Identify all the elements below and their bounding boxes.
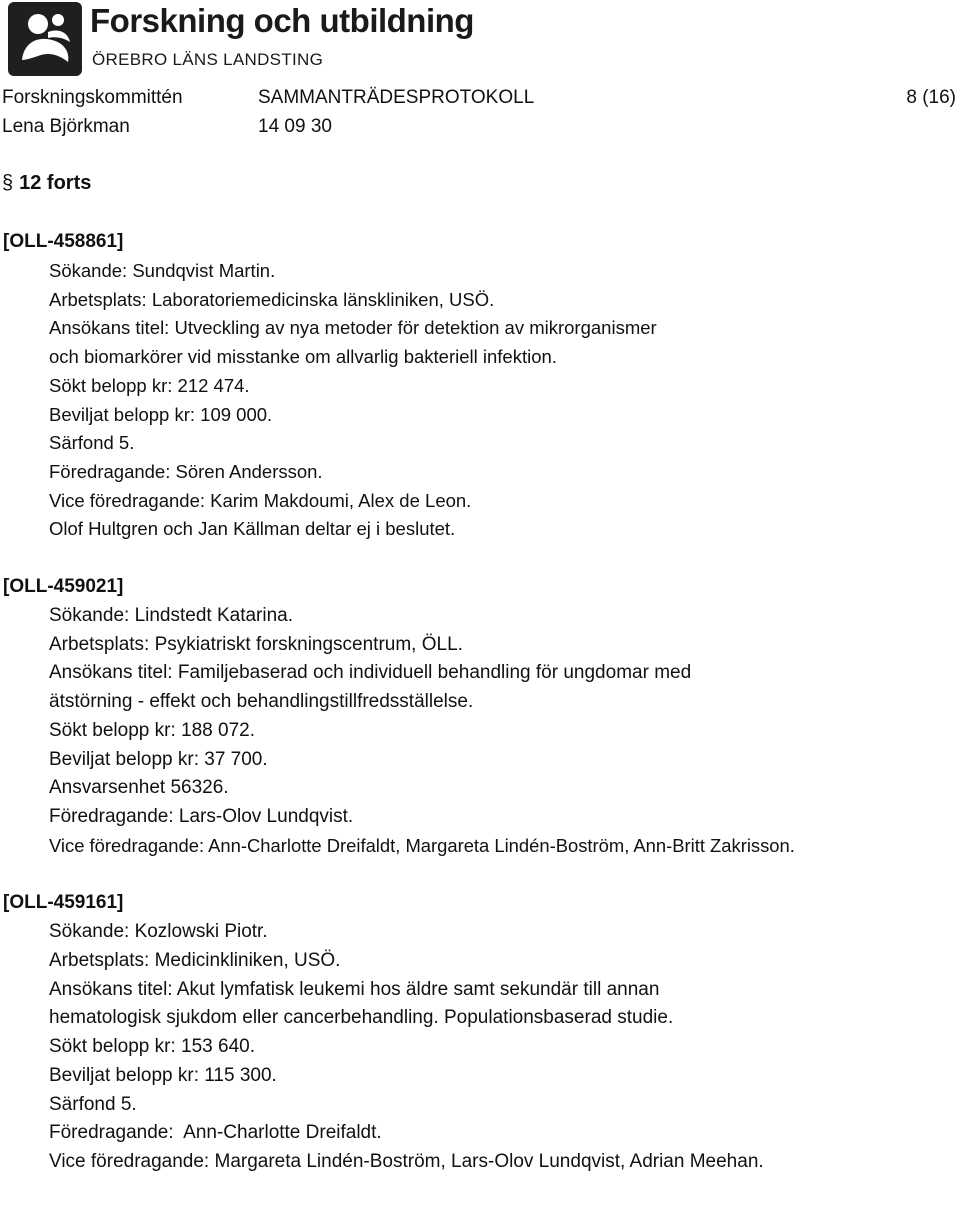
section-label: 12 forts [19,172,92,194]
fund: Särfond 5. [49,1093,137,1115]
application-title: Ansökans titel: Akut lymfatisk leukemi hos äldre samt sekundär till annan [49,978,660,1000]
applicant: Sökande: Sundqvist Martin. [49,260,276,281]
application-title: Ansökans titel: Utveckling av nya metoder för detektion av mikrorganismer [49,317,657,339]
application-entry [0,228,960,544]
rapporteur: Föredragande: Ann-Charlotte Dreifaldt. [49,1122,382,1144]
author-name: Lena Björkman [2,116,130,137]
workplace: Arbetsplats: Medicinkliniken, USÖ. [49,950,341,972]
applicant: Sökande: Lindstedt Katarina. [49,605,294,627]
requested-amount: Sökt belopp kr: 153 640. [49,1036,255,1058]
committee-name: Forskningskommittén [2,87,183,108]
application-title-cont: och biomarkörer vid misstanke om allvarlig bakteriell infektion. [49,346,557,368]
application-title: Ansökans titel: Familjebaserad och individuell behandling för ungdomar med [49,662,692,684]
meeting-date: 14 09 30 [258,116,332,137]
application-id: [OLL-459161] [3,892,124,914]
rapporteur: Föredragande: Sören Andersson. [49,460,323,482]
rapporteur: Föredragande: Lars-Olov Lundqvist. [49,805,354,827]
workplace: Arbetsplats: Psykiatriskt forskningscentrum, ÖLL. [49,633,463,655]
fund: Särfond 5. [49,432,135,454]
vice-rapporteur: Vice föredragande: Ann-Charlotte Dreifaldt, Margareta Lindén-Boström, Ann-Britt Zakrisson. [49,834,795,856]
org-title: Forskning och utbildning [90,2,474,39]
granted-amount: Beviljat belopp kr: 37 700. [49,748,268,770]
workplace: Arbetsplats: Laboratoriemedicinska länskliniken, USÖ. [49,288,495,310]
page-number: 8 (16) [906,87,956,108]
vice-rapporteur: Vice föredragande: Karim Makdoumi, Alex de Leon. [49,489,472,511]
application-list [0,228,960,1206]
recusal-note: Olof Hultgren och Jan Källman deltar ej i beslutet. [49,518,456,540]
applicant: Sökande: Kozlowski Piotr. [49,921,268,943]
requested-amount: Sökt belopp kr: 188 072. [49,719,255,741]
application-title-cont: ätstörning - effekt och behandlingstillfredsställelse. [49,691,474,713]
application-entry [0,573,960,860]
application-title-cont: hematologisk sjukdom eller cancerbehandling. Populationsbaserad studie. [49,1007,674,1029]
paragraph-symbol: § [2,172,14,194]
responsibility-unit: Ansvarsenhet 56326. [49,777,229,799]
application-id: [OLL-458861] [3,231,124,252]
protocol-title: SAMMANTRÄDESPROTOKOLL [258,87,535,108]
granted-amount: Beviljat belopp kr: 115 300. [49,1064,277,1086]
section-heading [2,172,91,195]
vice-rapporteur: Vice föredragande: Margareta Lindén-Boström, Lars-Olov Lundqvist, Adrian Meehan. [49,1150,764,1172]
org-subtitle: ÖREBRO LÄNS LANDSTING [92,50,324,69]
application-entry [0,889,960,1176]
requested-amount: Sökt belopp kr: 212 474. [49,374,250,396]
granted-amount: Beviljat belopp kr: 109 000. [49,403,273,425]
application-id: [OLL-459021] [3,576,124,598]
organization-logo [8,2,82,76]
logo-emblem-icon [8,2,82,76]
